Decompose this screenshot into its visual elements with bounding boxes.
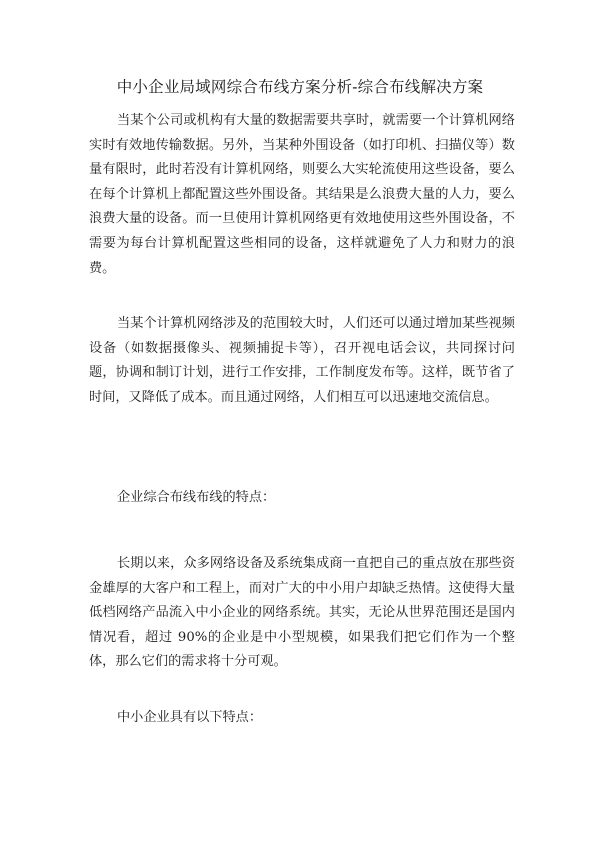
document-title: 中小企业局域网综合布线方案分析-综合布线解决方案: [116, 78, 484, 96]
paragraph-sme-market: 长期以来，众多网络设备及系统集成商一直把自己的重点放在那些资金雄厚的大客户和工程上，而对广大的中小用户却缺乏热情。这使得大量低档网络产品流入中小企业的网络系统。其实，无论从世界范围还是国内情况看，超过 90%的企业是中小型规模，如果我们把它们作为一个整体，那么它们的需求将十分可观。: [89, 556, 515, 670]
paragraph-data-sharing: 当某个公司或机构有大量的数据需要共享时，就需要一个计算机网络实时有效地传输数据。另外，当某种外围设备（如打印机、扫描仪等）数量有限时，此时若没有计算机网络，则要么大实轮流使用这些设备，要么在每个计算机上都配置这些外围设备。其结果是么浪费大量的人力，要么浪费大量的设备。而一旦使用计算机网络更有效地使用这些外围设备，不需要为每台计算机配置这些相同的设备，这样就避免了人力和财力的浪费。: [89, 113, 515, 276]
section-heading-sme-features: 中小企业具有以下特点：: [117, 710, 263, 725]
paragraph-video-conferencing: 当某个计算机网络涉及的范围较大时，人们还可以通过增加某些视频设备（如数据摄像头、视频捕捉卡等），召开视电话会议，共同探讨问题，协调和制订计划，进行工作安排，工作制度发布等。这样，既节省了时间，又降低了成本。而且通过网络，人们相互可以迅速地交流信息。: [89, 316, 515, 405]
section-heading-cabling-features: 企业综合布线布线的特点：: [117, 490, 276, 505]
